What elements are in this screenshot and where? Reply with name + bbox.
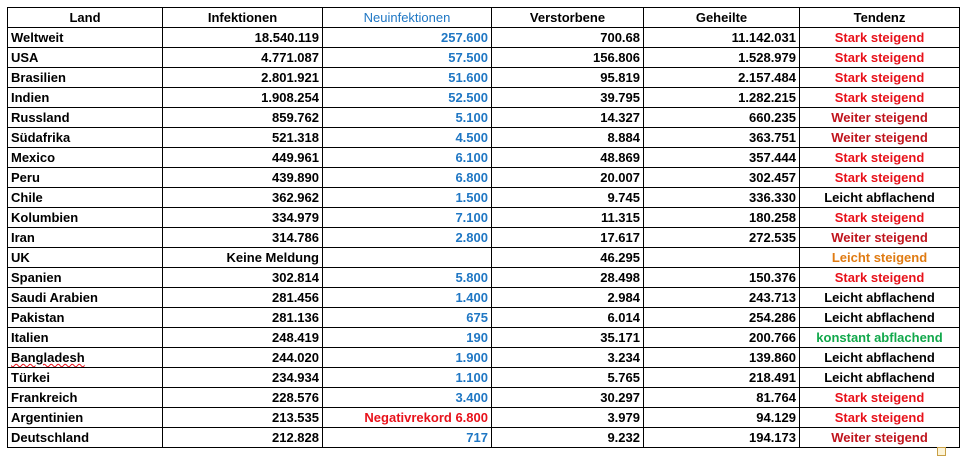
cell-tendenz: Stark steigend xyxy=(800,168,960,188)
cell-neuinfektionen: 717 xyxy=(323,428,492,448)
table-row xyxy=(8,168,960,188)
cell-geheilte: 218.491 xyxy=(644,368,800,388)
table-row xyxy=(8,268,960,288)
cell-neuinfektionen: 7.100 xyxy=(323,208,492,228)
cell-infektionen: 18.540.119 xyxy=(163,28,323,48)
cell-verstorbene: 5.765 xyxy=(492,368,644,388)
cell-land: Italien xyxy=(8,328,163,348)
header-infektionen: Infektionen xyxy=(163,8,323,28)
cell-infektionen: 213.535 xyxy=(163,408,323,428)
neuinfektionen-value: 6.800 xyxy=(455,410,488,425)
cell-land: Kolumbien xyxy=(8,208,163,228)
table-row xyxy=(8,348,960,368)
cell-verstorbene: 156.806 xyxy=(492,48,644,68)
table-row xyxy=(8,368,960,388)
cell-land: Südafrika xyxy=(8,128,163,148)
cell-land: Indien xyxy=(8,88,163,108)
cell-land: Mexico xyxy=(8,148,163,168)
cell-infektionen: 314.786 xyxy=(163,228,323,248)
cell-verstorbene: 28.498 xyxy=(492,268,644,288)
cell-verstorbene: 700.68 xyxy=(492,28,644,48)
cell-verstorbene: 48.869 xyxy=(492,148,644,168)
cell-neuinfektionen: 1.400 xyxy=(323,288,492,308)
cell-tendenz: Stark steigend xyxy=(800,268,960,288)
cell-neuinfektionen: 52.500 xyxy=(323,88,492,108)
cell-tendenz: Stark steigend xyxy=(800,28,960,48)
cell-infektionen: 212.828 xyxy=(163,428,323,448)
cell-infektionen: 859.762 xyxy=(163,108,323,128)
cell-land xyxy=(8,348,163,368)
table-row xyxy=(8,88,960,108)
cell-tendenz: Weiter steigend xyxy=(800,428,960,448)
cell-verstorbene: 2.984 xyxy=(492,288,644,308)
cell-geheilte: 1.528.979 xyxy=(644,48,800,68)
table-row xyxy=(8,28,960,48)
cell-verstorbene: 17.617 xyxy=(492,228,644,248)
cell-verstorbene: 6.014 xyxy=(492,308,644,328)
cell-neuinfektionen: 51.600 xyxy=(323,68,492,88)
cell-verstorbene: 95.819 xyxy=(492,68,644,88)
cell-land: Saudi Arabien xyxy=(8,288,163,308)
cell-land: Spanien xyxy=(8,268,163,288)
cell-verstorbene: 30.297 xyxy=(492,388,644,408)
header-land: Land xyxy=(8,8,163,28)
cell-land: Pakistan xyxy=(8,308,163,328)
cell-infektionen: 1.908.254 xyxy=(163,88,323,108)
cell-neuinfektionen: 257.600 xyxy=(323,28,492,48)
cell-land: Brasilien xyxy=(8,68,163,88)
cell-neuinfektionen: 4.500 xyxy=(323,128,492,148)
cell-infektionen: 362.962 xyxy=(163,188,323,208)
cell-verstorbene: 8.884 xyxy=(492,128,644,148)
cell-geheilte: 139.860 xyxy=(644,348,800,368)
cell-verstorbene: 9.232 xyxy=(492,428,644,448)
cell-geheilte: 11.142.031 xyxy=(644,28,800,48)
cell-geheilte: 150.376 xyxy=(644,268,800,288)
cell-infektionen: 2.801.921 xyxy=(163,68,323,88)
header-verstorbene: Verstorbene xyxy=(492,8,644,28)
cell-verstorbene: 46.295 xyxy=(492,248,644,268)
cell-geheilte: 180.258 xyxy=(644,208,800,228)
cell-infektionen: 234.934 xyxy=(163,368,323,388)
header-row xyxy=(8,8,960,28)
spellcheck-word: Bangladesh xyxy=(11,350,85,365)
cell-neuinfektionen: 57.500 xyxy=(323,48,492,68)
cell-neuinfektionen: 1.500 xyxy=(323,188,492,208)
cell-infektionen: 248.419 xyxy=(163,328,323,348)
cell-infektionen: 244.020 xyxy=(163,348,323,368)
table-row xyxy=(8,388,960,408)
cell-land: Argentinien xyxy=(8,408,163,428)
cell-tendenz: Weiter steigend xyxy=(800,128,960,148)
table-row xyxy=(8,428,960,448)
cell-tendenz: Stark steigend xyxy=(800,208,960,228)
table-row xyxy=(8,288,960,308)
table-row xyxy=(8,68,960,88)
cell-tendenz: Stark steigend xyxy=(800,388,960,408)
cell-geheilte: 81.764 xyxy=(644,388,800,408)
cell-tendenz: Leicht abflachend xyxy=(800,288,960,308)
cell-geheilte: 254.286 xyxy=(644,308,800,328)
cell-infektionen: 334.979 xyxy=(163,208,323,228)
cell-geheilte: 194.173 xyxy=(644,428,800,448)
cell-neuinfektionen: 6.100 xyxy=(323,148,492,168)
table-row xyxy=(8,128,960,148)
table-row xyxy=(8,148,960,168)
cell-infektionen: 449.961 xyxy=(163,148,323,168)
cell-land: Chile xyxy=(8,188,163,208)
table-row xyxy=(8,328,960,348)
cell-verstorbene: 3.979 xyxy=(492,408,644,428)
table-row xyxy=(8,228,960,248)
cell-infektionen: 302.814 xyxy=(163,268,323,288)
cell-tendenz: Stark steigend xyxy=(800,88,960,108)
cell-neuinfektionen: 675 xyxy=(323,308,492,328)
cell-land: USA xyxy=(8,48,163,68)
cell-tendenz: Weiter steigend xyxy=(800,228,960,248)
cell-geheilte: 660.235 xyxy=(644,108,800,128)
cell-geheilte: 200.766 xyxy=(644,328,800,348)
cell-tendenz: Stark steigend xyxy=(800,48,960,68)
cell-tendenz: Stark steigend xyxy=(800,68,960,88)
table-row xyxy=(8,248,960,268)
cell-neuinfektionen: 190 xyxy=(323,328,492,348)
cell-neuinfektionen: 1.100 xyxy=(323,368,492,388)
cell-geheilte: 243.713 xyxy=(644,288,800,308)
autofill-options-icon[interactable] xyxy=(937,447,946,456)
cell-infektionen: 439.890 xyxy=(163,168,323,188)
cell-neuinfektionen: 1.900 xyxy=(323,348,492,368)
cell-tendenz: Leicht abflachend xyxy=(800,348,960,368)
header-tendenz: Tendenz xyxy=(800,8,960,28)
cell-tendenz: konstant abflachend xyxy=(800,328,960,348)
cell-neuinfektionen: 3.400 xyxy=(323,388,492,408)
cell-geheilte: 2.157.484 xyxy=(644,68,800,88)
cell-verstorbene: 9.745 xyxy=(492,188,644,208)
cell-geheilte: 363.751 xyxy=(644,128,800,148)
cell-geheilte: 302.457 xyxy=(644,168,800,188)
cell-geheilte: 336.330 xyxy=(644,188,800,208)
table-row xyxy=(8,188,960,208)
cell-land: Türkei xyxy=(8,368,163,388)
cell-verstorbene: 14.327 xyxy=(492,108,644,128)
corona-statistics-table xyxy=(7,7,960,448)
cell-tendenz: Leicht steigend xyxy=(800,248,960,268)
cell-land: Iran xyxy=(8,228,163,248)
cell-land: Deutschland xyxy=(8,428,163,448)
cell-land: Frankreich xyxy=(8,388,163,408)
table-row xyxy=(8,48,960,68)
cell-tendenz: Leicht abflachend xyxy=(800,308,960,328)
cell-geheilte: 94.129 xyxy=(644,408,800,428)
table-row xyxy=(8,208,960,228)
header-neuinfektionen: Neuinfektionen xyxy=(323,8,492,28)
cell-verstorbene: 11.315 xyxy=(492,208,644,228)
cell-tendenz: Leicht abflachend xyxy=(800,188,960,208)
cell-neuinfektionen: 2.800 xyxy=(323,228,492,248)
table-row xyxy=(8,308,960,328)
cell-tendenz: Leicht abflachend xyxy=(800,368,960,388)
cell-verstorbene: 39.795 xyxy=(492,88,644,108)
cell-neuinfektionen xyxy=(323,248,492,268)
cell-verstorbene: 3.234 xyxy=(492,348,644,368)
cell-land: Weltweit xyxy=(8,28,163,48)
cell-geheilte xyxy=(644,248,800,268)
cell-tendenz: Stark steigend xyxy=(800,408,960,428)
cell-land: Russland xyxy=(8,108,163,128)
cell-infektionen: Keine Meldung xyxy=(163,248,323,268)
cell-geheilte: 1.282.215 xyxy=(644,88,800,108)
negativrekord-label: Negativrekord xyxy=(364,410,456,425)
cell-land: Peru xyxy=(8,168,163,188)
cell-tendenz: Stark steigend xyxy=(800,148,960,168)
cell-infektionen: 281.136 xyxy=(163,308,323,328)
header-geheilte: Geheilte xyxy=(644,8,800,28)
cell-infektionen: 4.771.087 xyxy=(163,48,323,68)
cell-neuinfektionen: 6.800 xyxy=(323,168,492,188)
cell-infektionen: 228.576 xyxy=(163,388,323,408)
cell-neuinfektionen: 5.100 xyxy=(323,108,492,128)
cell-infektionen: 521.318 xyxy=(163,128,323,148)
cell-land: UK xyxy=(8,248,163,268)
cell-geheilte: 357.444 xyxy=(644,148,800,168)
cell-neuinfektionen xyxy=(323,408,492,428)
cell-neuinfektionen: 5.800 xyxy=(323,268,492,288)
cell-tendenz: Weiter steigend xyxy=(800,108,960,128)
cell-geheilte: 272.535 xyxy=(644,228,800,248)
table-row xyxy=(8,408,960,428)
cell-verstorbene: 20.007 xyxy=(492,168,644,188)
cell-verstorbene: 35.171 xyxy=(492,328,644,348)
table-row xyxy=(8,108,960,128)
cell-infektionen: 281.456 xyxy=(163,288,323,308)
